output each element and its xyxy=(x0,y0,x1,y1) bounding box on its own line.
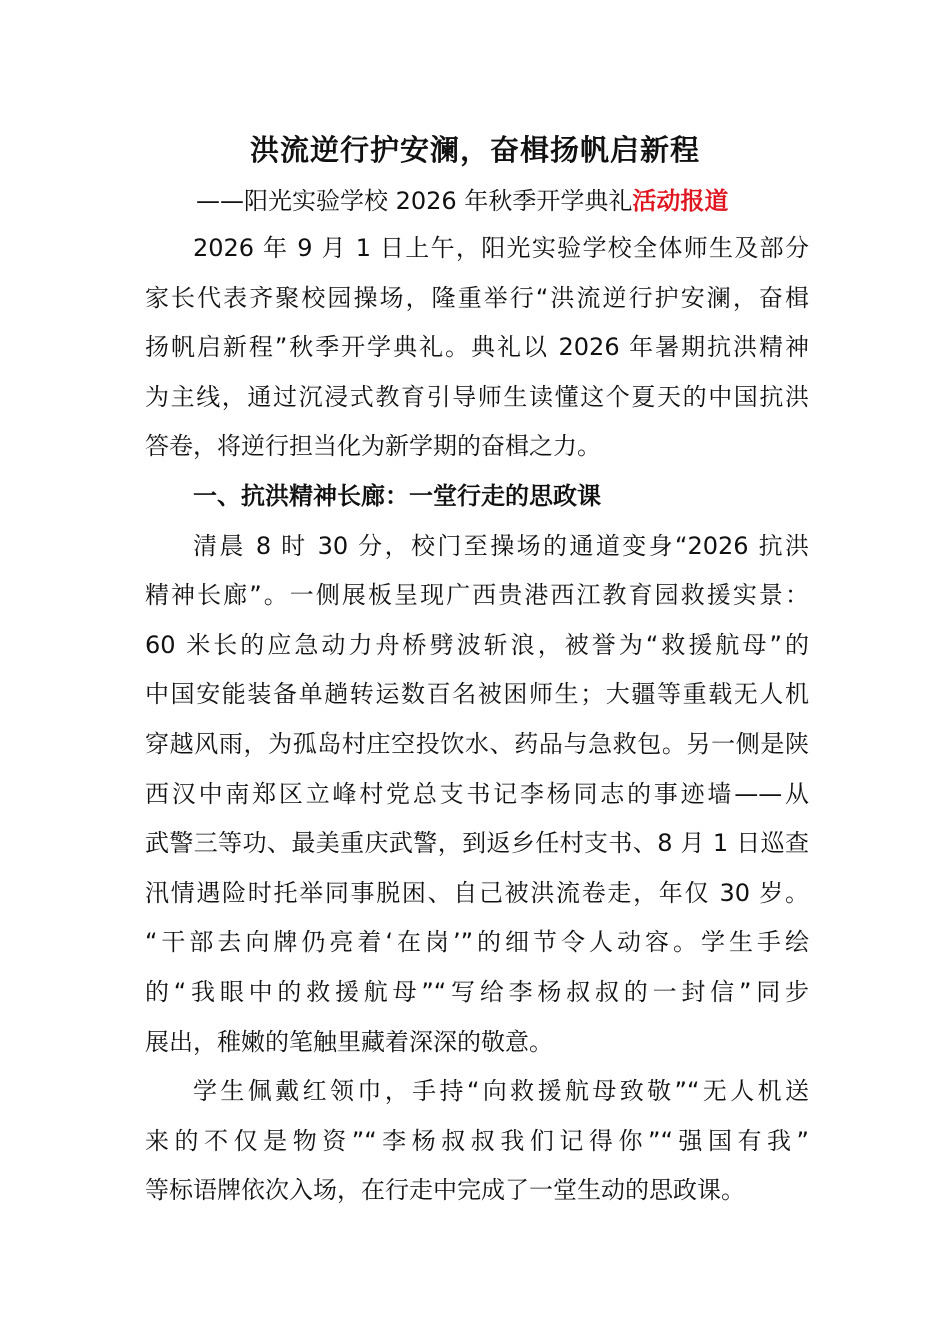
paragraph-2-line-7: 武警三等功、最美重庆武警，到返乡任村支书、8 月 1 日巡查 xyxy=(145,829,809,858)
paragraph-2-line-4: 中国安能装备单趟转运数百名被困师生；大疆等重载无人机 xyxy=(145,680,809,709)
paragraph-3-line-2: 来的不仅是物资”“李杨叔叔我们记得你”“强国有我” xyxy=(145,1126,809,1155)
paragraph-3-line-3: 等标语牌依次入场，在行走中完成了一堂生动的思政课。 xyxy=(145,1176,745,1205)
paragraph-2-line-6: 西汉中南郑区立峰村党总支书记李杨同志的事迹墙——从 xyxy=(145,779,809,808)
subtitle-text: ——阳光实验学校 2026 年秋季开学典礼 xyxy=(196,187,633,215)
paragraph-2-line-5: 穿越风雨，为孤岛村庄空投饮水、药品与急救包。另一侧是陕 xyxy=(145,729,809,758)
paragraph-2-line-1: 清晨 8 时 30 分，校门至操场的通道变身“2026 抗洪 xyxy=(193,531,809,560)
section-heading-1: 一、抗洪精神长廊：一堂行走的思政课 xyxy=(193,481,601,510)
paragraph-1-line-5: 答卷，将逆行担当化为新学期的奋楫之力。 xyxy=(145,432,601,461)
paragraph-1-line-4: 为主线，通过沉浸式教育引导师生读懂这个夏天的中国抗洪 xyxy=(145,382,809,411)
paragraph-2-line-10: 的“我眼中的救援航母”“写给李杨叔叔的一封信”同步 xyxy=(145,977,809,1006)
document-body xyxy=(145,224,809,1216)
paragraph-2-line-9: “干部去向牌仍亮着‘在岗’”的细节令人动容。学生手绘 xyxy=(145,928,809,957)
document-title: 洪流逆行护安澜，奋楫扬帆启新程 xyxy=(249,133,700,167)
paragraph-2-line-11: 展出，稚嫩的笔触里藏着深深的敬意。 xyxy=(145,1027,553,1056)
paragraph-1-line-1: 2026 年 9 月 1 日上午，阳光实验学校全体师生及部分 xyxy=(193,234,809,262)
paragraph-1-line-2: 家长代表齐聚校园操场，隆重举行“洪流逆行护安澜，奋楫 xyxy=(145,283,809,312)
subtitle-highlight: 活动报道 xyxy=(632,187,729,215)
paragraph-2-line-2: 精神长廊”。一侧展板呈现广西贵港西江教育园救援实景： xyxy=(145,581,809,610)
document-subtitle xyxy=(196,178,836,224)
paragraph-2-line-8: 汛情遇险时托举同事脱困、自己被洪流卷走，年仅 30 岁。 xyxy=(145,878,809,907)
paragraph-1-line-3: 扬帆启新程”秋季开学典礼。典礼以 2026 年暑期抗洪精神 xyxy=(145,333,809,362)
paragraph-3-line-1: 学生佩戴红领巾，手持“向救援航母致敬”“无人机送 xyxy=(193,1077,809,1106)
paragraph-2-line-3: 60 米长的应急动力舟桥劈波斩浪，被誉为“救援航母”的 xyxy=(145,630,809,659)
